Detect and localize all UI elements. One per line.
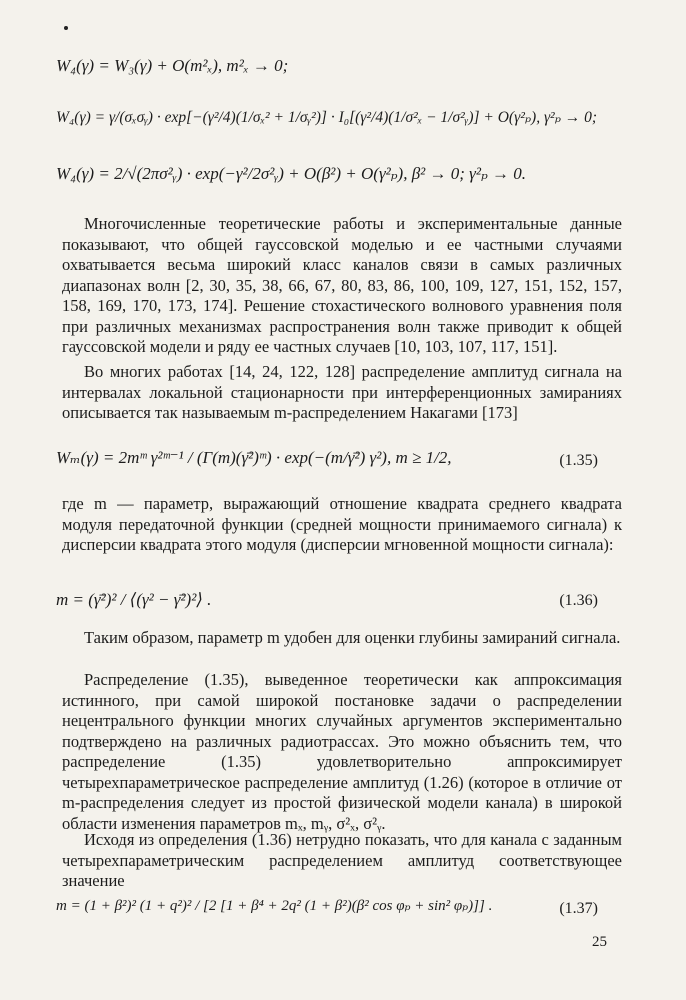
paragraph-distribution-1-35 <box>62 670 622 834</box>
paragraph-text: Во многих работах [14, 24, 122, 128] распределение амплитуд сигнала на интервалах локальной стационарности при интерференционных замираниях описывается так называемым m-распределением Накагами [173] <box>62 362 622 422</box>
paragraph-text: Распределение (1.35), выведенное теоретически как аппроксимация истинного, при самой широкой постановке задачи о распределении нецентрального функции многих случайных аргументов экспериментально подтверждено на различных радиотрассах. Это можно объяснить тем, что распределение (1.35) удовлетворительно аппроксимирует четырехпараметрическое распределение амплитуд (1.26) (которое в отличие от m-распределения следует из простой физической модели канала) в широкой области изменения параметров mₓ, mᵧ, σ²ₓ, σ²ᵧ. <box>62 670 622 833</box>
paragraph-fading-depth <box>62 628 622 649</box>
page-number: 25 <box>592 934 607 950</box>
paragraph-text: Таким образом, параметр m удобен для оценки глубины замираний сигнала. <box>84 628 621 647</box>
equation-1-37: m = (1 + β²)² (1 + q²)² / [2 [1 + β⁴ + 2q² (1 + β²)(β² cos φₚ + sin² φₚ)]] . <box>56 898 493 914</box>
equation-number-1-36: (1.36) <box>559 592 598 609</box>
paragraph-parameter-m <box>62 494 622 556</box>
equation-w4-second: W₄(γ) = γ/(σₓσᵧ) · exp[−(γ²/4)(1/σₓ² + 1/σᵧ²)] · I₀[(γ²/4)(1/σ²ₓ − 1/σ²ᵧ)] + O(γ²ₚ), γ²ₚ → 0; <box>56 109 598 126</box>
equation-w4-first: W₄(γ) = W₃(γ) + O(m²ₓ), m²ₓ → 0; <box>56 56 289 75</box>
equation-number-1-37: (1.37) <box>559 900 598 917</box>
equation-text: Wₘ(γ) = 2mᵐ γ²ᵐ⁻¹ / (Γ(m)(γ̄²)ᵐ) · exp(−(m/γ̄²) γ²), m ≥ 1/2, <box>56 448 452 467</box>
paragraph-text: Многочисленные теоретические работы и экспериментальные данные показывают, что общей гауссовской моделью и ее частными случаями охватывается весьма широкий класс каналов связи в самых различных диапазонах волн [2, 30, 35, 38, 66, 67, 80, 83, 86, 100, 109, 127, 151, 152, 157, 158, 169, 170, 173, 174]. Решение стохастического волнового уравнения поля при различных механизмах распространения волн также приводит к общей гауссовской модели и ряду ее частных случаев [10, 103, 107, 117, 151]. <box>62 214 622 356</box>
paragraph-text: где m — параметр, выражающий отношение квадрата среднего квадрата модуля передаточной функции (средней мощности принимаемого сигнала) к дисперсии квадрата этого модуля (дисперсии мгновенной мощности сигнала): <box>62 494 622 554</box>
paragraph-derivation <box>62 830 622 892</box>
equation-1-35 <box>56 448 616 468</box>
paragraph-gaussian-models <box>62 214 622 358</box>
equation-w4-third: W₄(γ) = 2/√(2πσ²ᵧ) · exp(−γ²/2σ²ᵧ) + O(β²) + O(γ²ₚ), β² → 0; γ²ₚ → 0. <box>56 164 527 183</box>
paragraph-text: Исходя из определения (1.36) нетрудно показать, что для канала с заданным четырехпараметрическим распределением амплитуд соответствующее значение <box>62 830 622 890</box>
equation-1-36: m = (γ̄²)² / ⟨(γ² − γ̄²)²⟩ . <box>56 590 212 609</box>
equation-number-1-35: (1.35) <box>559 452 598 469</box>
decorative-dot <box>64 26 68 30</box>
paragraph-nakagami-intro <box>62 362 622 424</box>
